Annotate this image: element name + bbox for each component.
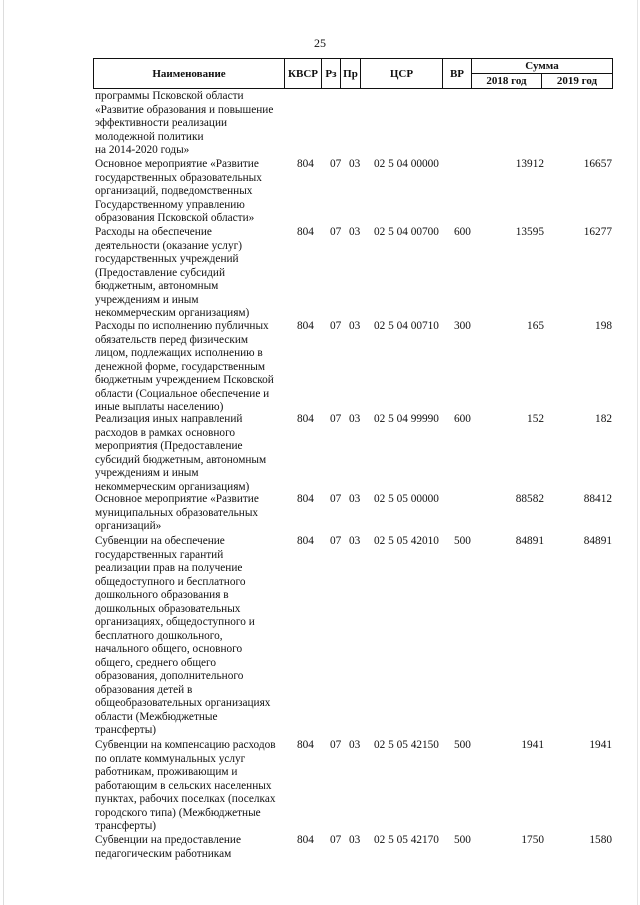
row-pr: 03 [349, 535, 361, 547]
header-vr: ВР [442, 58, 472, 89]
row-pr: 03 [349, 158, 361, 170]
table-header [93, 58, 613, 89]
header-year-2019: 2019 год [541, 73, 613, 89]
row-csr: 02 5 04 00000 [374, 158, 439, 170]
row-sum-2018: 1941 [521, 739, 544, 751]
row-kvsr: 804 [297, 226, 314, 238]
row-kvsr: 804 [297, 413, 314, 425]
header-year-2018: 2018 год [471, 73, 542, 89]
row-rz: 07 [330, 834, 342, 846]
row-csr: 02 5 05 00000 [374, 493, 439, 505]
row-vr: 500 [454, 834, 471, 846]
row-vr: 300 [454, 320, 471, 332]
header-sum: Сумма [471, 58, 613, 74]
row-rz: 07 [330, 739, 342, 751]
row-csr: 02 5 05 42170 [374, 834, 439, 846]
row-csr: 02 5 04 00700 [374, 226, 439, 238]
header-csr: ЦСР [360, 58, 443, 89]
row-pr: 03 [349, 226, 361, 238]
row-pr: 03 [349, 413, 361, 425]
row-csr: 02 5 04 00710 [374, 320, 439, 332]
row-csr: 02 5 05 42010 [374, 535, 439, 547]
page-number: 25 [314, 36, 326, 50]
row-name: Основное мероприятие «Развитие государственных образовательных организаций, подведомственных Государственному управлению образования Псковской области» [95, 158, 262, 224]
row-sum-2019: 182 [595, 413, 612, 425]
row-kvsr: 804 [297, 535, 314, 547]
row-sum-2019: 88412 [583, 493, 612, 505]
row-name: Расходы по исполнению публичных обязательств перед физическим лицом, подлежащих исполнению в денежной форме, государственным бюджетным учреждением Псковской области (Социальное обеспечение и иные выплаты населению) [95, 320, 274, 413]
header-rz: Рз [321, 58, 341, 89]
row-sum-2018: 84891 [515, 535, 544, 547]
row-csr: 02 5 04 99990 [374, 413, 439, 425]
row-sum-2019: 1580 [589, 834, 612, 846]
row-name: Основное мероприятие «Развитие муниципальных образовательных организаций» [95, 493, 259, 532]
row-sum-2019: 16657 [583, 158, 612, 170]
row-rz: 07 [330, 226, 342, 238]
row-sum-2018: 165 [527, 320, 544, 332]
row-sum-2018: 88582 [515, 493, 544, 505]
header-kvsr: КВСР [284, 58, 322, 89]
row-sum-2018: 13595 [515, 226, 544, 238]
row-vr: 600 [454, 413, 471, 425]
row-sum-2019: 16277 [583, 226, 612, 238]
row-rz: 07 [330, 493, 342, 505]
scan-edge-left [3, 0, 4, 905]
scan-edge-right [637, 0, 638, 905]
row-sum-2019: 84891 [583, 535, 612, 547]
row-kvsr: 804 [297, 834, 314, 846]
row-name: Субвенции на обеспечение государственных гарантий реализации прав на получение общедоступного и бесплатного дошкольного образования в дошкольных образовательных организациях, общедоступного и бесплатного дошкольного, начального общего, основного общего, среднего общего образования, дополнительного образования детей в общеобразовательных организациях области (Межбюджетные трансферты) [95, 535, 271, 736]
row-csr: 02 5 05 42150 [374, 739, 439, 751]
row-name: Субвенции на компенсацию расходов по оплате коммунальных услуг работникам, проживающим и работающим в сельских населенных пунктах, рабочих поселках (поселках городского типа) (Межбюджетные трансферты) [95, 739, 276, 832]
row-sum-2018: 1750 [521, 834, 544, 846]
header-name: Наименование [93, 58, 285, 89]
row-kvsr: 804 [297, 320, 314, 332]
row-name: программы Псковской области «Развитие образования и повышение эффективности реализации молодежной политики на 2014-2020 годы» [95, 90, 274, 156]
row-sum-2018: 13912 [515, 158, 544, 170]
row-name: Реализация иных направлений расходов в рамках основного мероприятия (Предоставление субсидий бюджетным, автономным учреждениям и иным некоммерческим организациям) [95, 413, 267, 493]
row-vr: 600 [454, 226, 471, 238]
row-kvsr: 804 [297, 158, 314, 170]
row-pr: 03 [349, 493, 361, 505]
row-rz: 07 [330, 158, 342, 170]
row-name: Расходы на обеспечение деятельности (оказание услуг) государственных учреждений (Предоставление субсидий бюджетным, автономным учреждениям и иным некоммерческим организациям) [95, 226, 250, 319]
row-sum-2019: 1941 [589, 739, 612, 751]
row-kvsr: 804 [297, 493, 314, 505]
row-pr: 03 [349, 320, 361, 332]
row-pr: 03 [349, 834, 361, 846]
row-rz: 07 [330, 413, 342, 425]
row-pr: 03 [349, 739, 361, 751]
row-rz: 07 [330, 320, 342, 332]
row-rz: 07 [330, 535, 342, 547]
row-sum-2019: 198 [595, 320, 612, 332]
row-vr: 500 [454, 535, 471, 547]
row-vr: 500 [454, 739, 471, 751]
row-kvsr: 804 [297, 739, 314, 751]
row-sum-2018: 152 [527, 413, 544, 425]
header-pr: Пр [340, 58, 361, 89]
row-name: Субвенции на предоставление педагогическим работникам [95, 834, 241, 860]
